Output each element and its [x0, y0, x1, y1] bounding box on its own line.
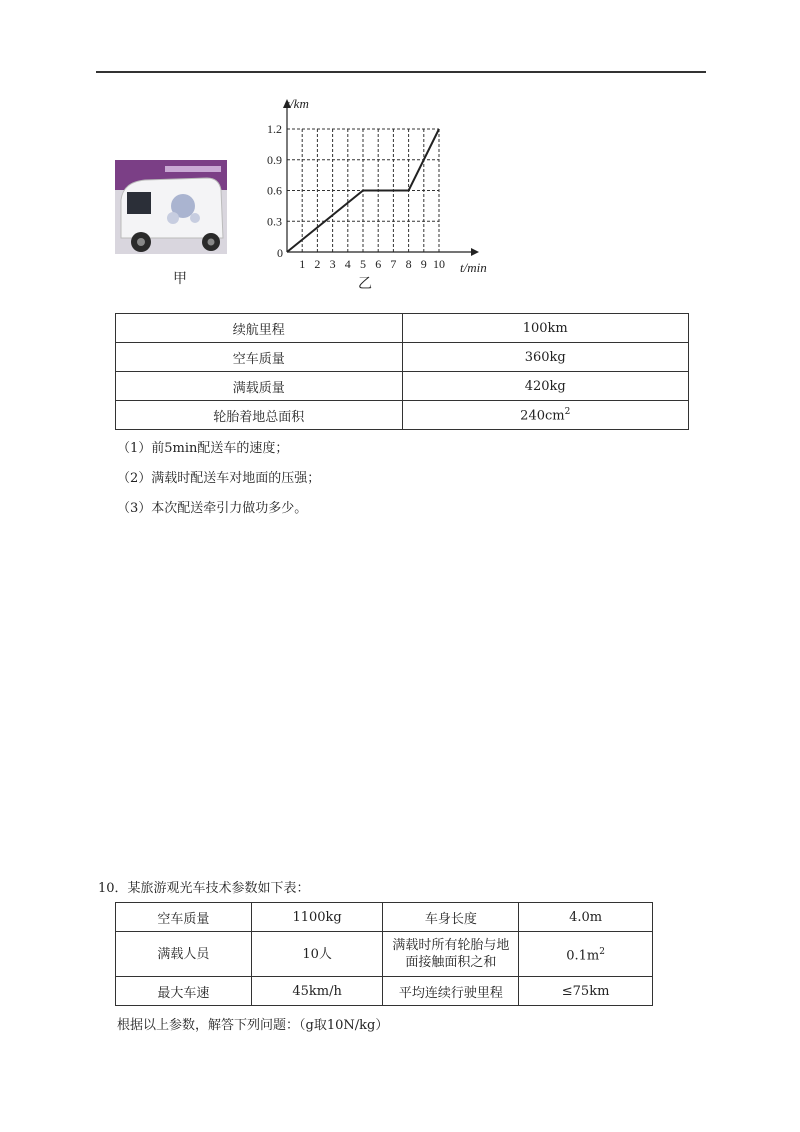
spec-label: 空车质量 [116, 343, 403, 372]
spec-label: 满载质量 [116, 372, 403, 401]
spec-label: 满载人员 [116, 932, 252, 977]
x-tick-label: 4 [344, 257, 351, 271]
x-tick-label: 9 [420, 257, 427, 271]
chart-caption: 乙 [358, 277, 372, 292]
x-axis-arrow [471, 248, 479, 256]
origin-label: 0 [277, 246, 283, 260]
table-row [116, 932, 653, 977]
question-10-note: 根据以上参数，解答下列问题：（g取10N/kg） [117, 1018, 389, 1033]
x-tick-label: 1 [299, 257, 306, 271]
table-row [116, 401, 689, 430]
spec-label: 满载时所有轮胎与地面接触面积之和 [383, 932, 519, 977]
spec-value: 420kg [402, 372, 689, 401]
table-row [116, 343, 689, 372]
delivery-vehicle-photo [115, 160, 227, 254]
question-2: （2）满载时配送车对地面的压强； [117, 471, 321, 486]
table-row [116, 372, 689, 401]
table-row [116, 314, 689, 343]
spec-label: 平均连续行驶里程 [383, 977, 519, 1006]
question-1: （1）前5min配送车的速度； [117, 441, 289, 456]
tour-car-spec-table [115, 902, 653, 1006]
spec-value: 10人 [251, 932, 383, 977]
spec-label: 车身长度 [383, 903, 519, 932]
spec-label: 轮胎着地总面积 [116, 401, 403, 430]
question-10-title: 10．某旅游观光车技术参数如下表： [98, 881, 310, 896]
question-3: （3）本次配送牵引力做功多少。 [117, 501, 308, 516]
s-t-chart [255, 86, 515, 296]
spec-value: 100km [402, 314, 689, 343]
x-axis-label: t/min [460, 260, 487, 275]
x-tick-label: 2 [314, 257, 321, 271]
delivery-vehicle-spec-table [115, 313, 689, 430]
photo-caption: 甲 [173, 271, 187, 287]
x-tick-label: 6 [375, 257, 382, 271]
spec-label: 续航里程 [116, 314, 403, 343]
x-tick-label: 7 [390, 257, 397, 271]
spec-value: 1100kg [251, 903, 383, 932]
x-tick-label: 8 [405, 257, 412, 271]
spec-value: 4.0m [519, 903, 653, 932]
top-rule [96, 71, 706, 73]
table-row [116, 903, 653, 932]
y-tick-label: 0.9 [267, 152, 282, 167]
y-tick-label: 1.2 [267, 122, 282, 136]
x-tick-label: 5 [360, 257, 366, 271]
table-row [116, 977, 653, 1006]
spec-label: 空车质量 [116, 903, 252, 932]
spec-value: $240cm^2$ [402, 401, 689, 430]
spec-value: $0.1m^2$ [519, 932, 653, 977]
spec-label: 最大车速 [116, 977, 252, 1006]
x-tick-label: 10 [433, 257, 445, 271]
spec-value: 45km/h [251, 977, 383, 1006]
spec-value: ≤75km [519, 977, 653, 1006]
y-axis-label: s/km [285, 96, 309, 111]
x-tick-label: 3 [329, 257, 336, 271]
y-tick-label: 0.6 [267, 183, 282, 198]
spec-value: 360kg [402, 343, 689, 372]
y-tick-label: 0.3 [267, 214, 282, 229]
